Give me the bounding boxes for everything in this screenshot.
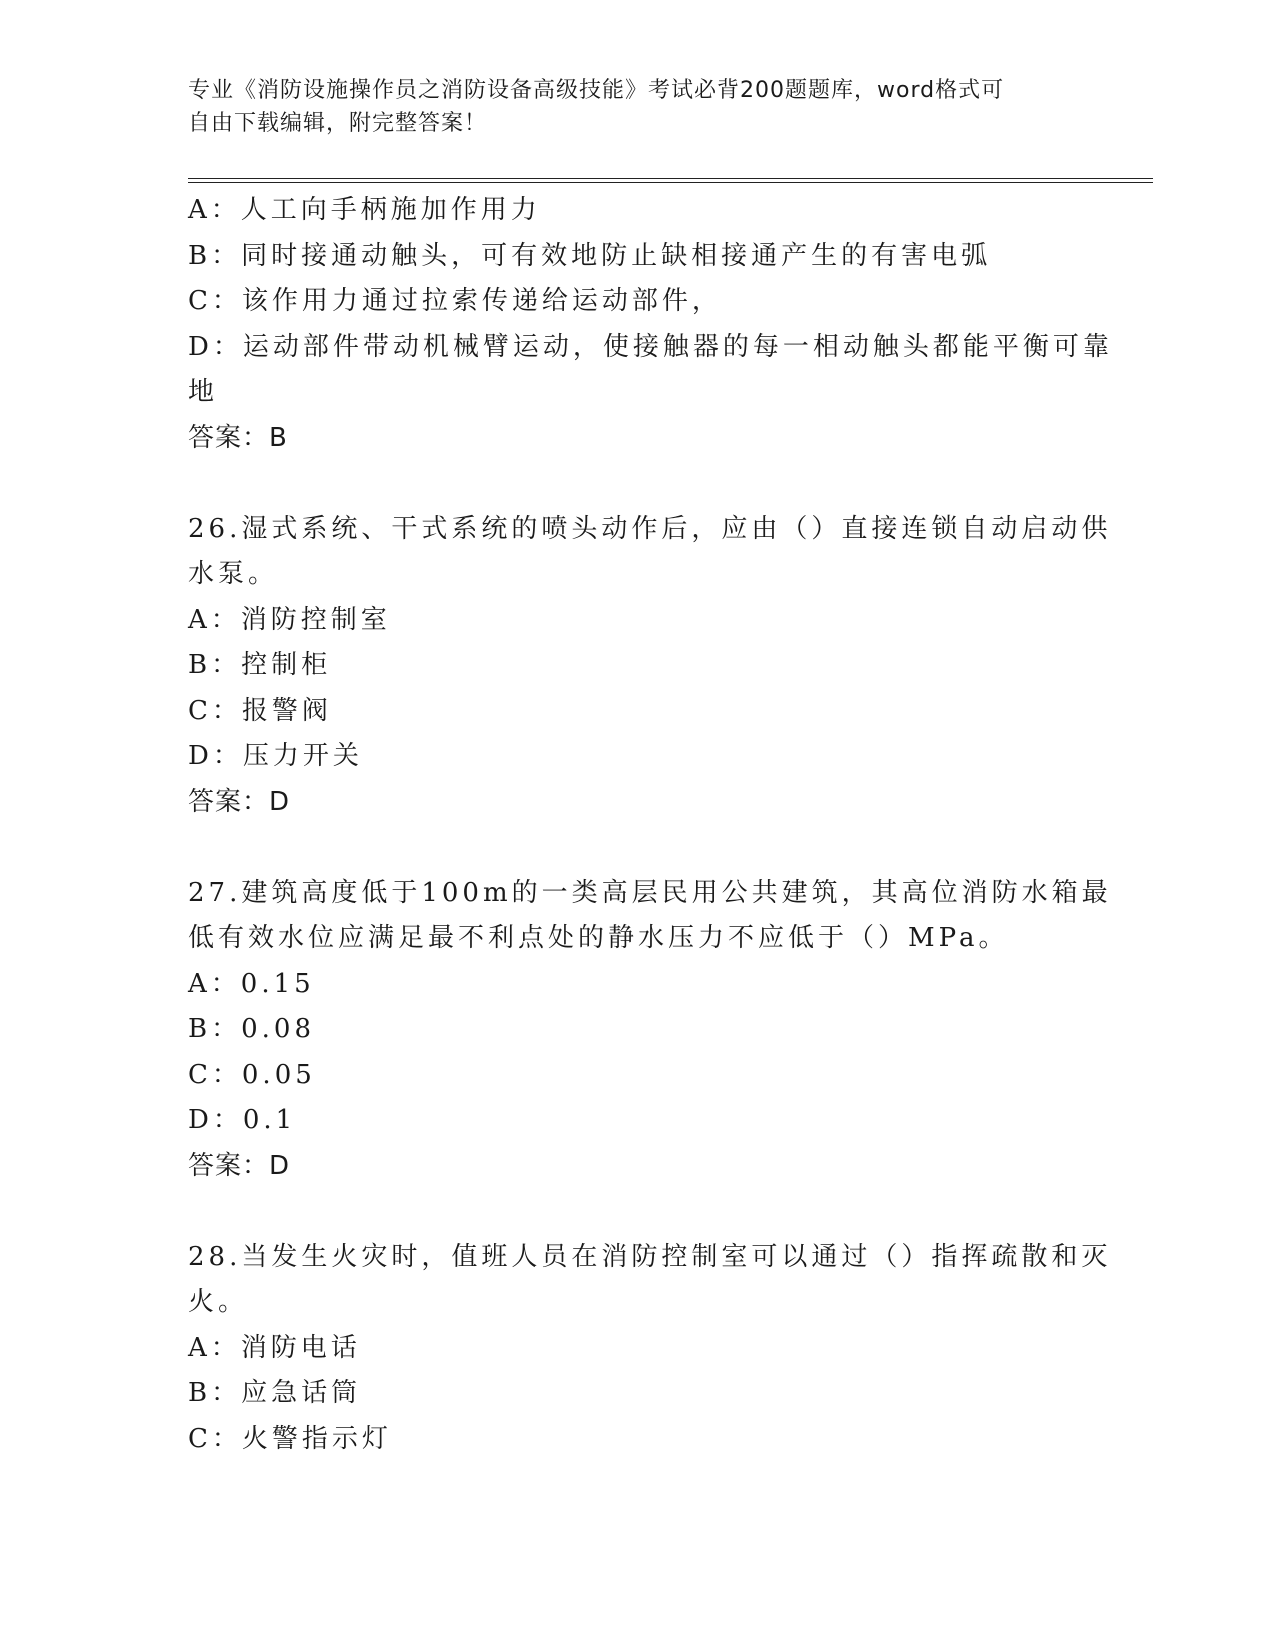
document-header [188,74,1088,140]
answer: 答案：B [188,422,288,453]
question-text-line-2: 火。 [188,1287,249,1317]
option-d-continued: 地 [188,377,219,407]
option-a: A：人工向手柄施加作用力 [188,195,541,225]
option-a: A：消防电话 [188,1332,361,1363]
option-a: A：消防控制室 [188,604,391,635]
question-25 [188,188,1113,461]
option-b: B：同时接通动触头，可有效地防止缺相接通产生的有害电弧 [188,240,992,271]
question-text [188,1235,1112,1326]
option-a: A：0.15 [188,968,315,999]
option-c: C：0.05 [188,1059,316,1090]
header-line-1: 专业《消防设施操作员之消防设备高级技能》考试必背200题题库，word格式可 [188,78,1005,103]
header-divider [188,178,1153,183]
question-text-line-1: 28.当发生火灾时，值班人员在消防控制室可以通过（）指挥疏散和灭 [188,1241,1112,1272]
answer: 答案：D [188,786,291,817]
option-d: D：压力开关 [188,741,363,771]
option-b: B：0.08 [188,1014,315,1044]
option-b: B：应急话筒 [188,1378,362,1408]
option-d: D：0.1 [188,1105,297,1135]
question-28 [188,1235,1112,1463]
option-c: C：报警阀 [188,695,332,726]
question-text-line-1: 26.湿式系统、干式系统的喷头动作后，应由（）直接连锁自动启动供 [188,513,1112,544]
question-text-line-2: 水泵。 [188,559,279,589]
question-text [188,507,1112,598]
option-b: B：控制柜 [188,650,332,680]
question-text-line-1: 27.建筑高度低于100m的一类高层民用公共建筑，其高位消防水箱最 [188,877,1112,908]
answer: 答案：D [188,1150,291,1181]
option-d: D：运动部件带动机械臂运动，使接触器的每一相动触头都能平衡可靠 [188,331,1113,362]
question-list [188,188,1113,1462]
question-text [188,871,1112,962]
question-text-line-2: 低有效水位应满足最不利点处的静水压力不应低于（）MPa。 [188,923,1009,953]
option-c: C：该作用力通过拉索传递给运动部件， [188,286,722,316]
question-27 [188,871,1112,1190]
header-line-2: 自由下载编辑，附完整答案！ [188,111,488,136]
option-c: C：火警指示灯 [188,1423,392,1454]
question-26 [188,507,1112,826]
